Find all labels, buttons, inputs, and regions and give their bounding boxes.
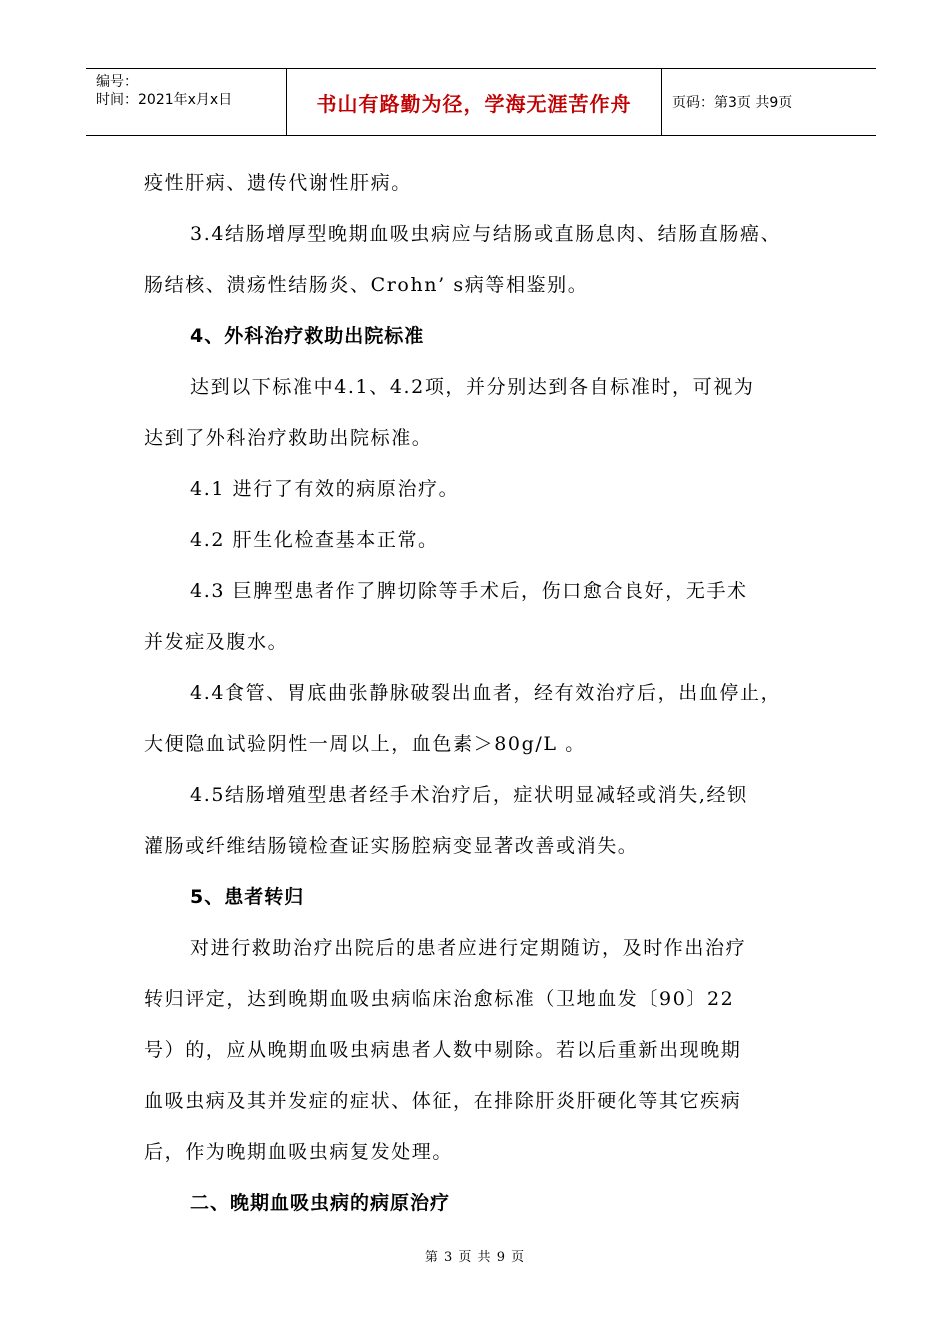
paragraph-line: 达到了外科治疗救助出院标准。 bbox=[144, 427, 433, 449]
paragraph-line: 4.3 巨脾型患者作了脾切除等手术后，伤口愈合良好，无手术 bbox=[190, 580, 748, 602]
number-label: 编号： bbox=[96, 74, 138, 90]
paragraph-line: 疫性肝病、遗传代谢性肝病。 bbox=[144, 172, 412, 194]
paragraph-line: 号）的，应从晚期血吸虫病患者人数中剔除。若以后重新出现晚期 bbox=[144, 1039, 742, 1061]
motto-text: 书山有路勤为径，学海无涯苦作舟 bbox=[316, 91, 632, 116]
paragraph-line: 后，作为晚期血吸虫病复发处理。 bbox=[144, 1141, 454, 1163]
paragraph-line: 肠结核、溃疡性结肠炎、Crohn’ s病等相鉴别。 bbox=[144, 274, 589, 296]
header-page-cell bbox=[662, 69, 876, 135]
paragraph-line: 对进行救助治疗出院后的患者应进行定期随访，及时作出治疗 bbox=[190, 937, 747, 959]
paragraph-line: 4.2 肝生化检查基本正常。 bbox=[190, 529, 439, 551]
page-footer: 第 3 页 共 9 页 bbox=[424, 1250, 526, 1265]
header-meta-cell bbox=[86, 69, 287, 135]
document-body bbox=[144, 158, 816, 1229]
header-motto-cell bbox=[287, 69, 662, 135]
page-header bbox=[86, 68, 876, 136]
paragraph-line: 4.5结肠增殖型患者经手术治疗后，症状明显减轻或消失,经钡 bbox=[190, 784, 748, 806]
paragraph-line: 大便隐血试验阴性一周以上，血色素＞80g/L 。 bbox=[144, 733, 586, 755]
chapter-heading: 二、晚期血吸虫病的病原治疗 bbox=[190, 1192, 451, 1214]
paragraph-line: 转归评定，达到晚期血吸虫病临床治愈标准（卫地血发〔90〕22 bbox=[144, 988, 735, 1010]
paragraph-line: 血吸虫病及其并发症的症状、体征，在排除肝炎肝硬化等其它疾病 bbox=[144, 1090, 742, 1112]
paragraph-line: 达到以下标准中4.1、4.2项，并分别达到各自标准时，可视为 bbox=[190, 376, 755, 398]
paragraph-line: 4.1 进行了有效的病原治疗。 bbox=[190, 478, 460, 500]
paragraph-line: 并发症及腹水。 bbox=[144, 631, 289, 653]
paragraph-line: 3.4结肠增厚型晚期血吸虫病应与结肠或直肠息肉、结肠直肠癌、 bbox=[190, 223, 782, 245]
time-label: 时间：2021年x月x日 bbox=[96, 92, 233, 108]
paragraph-line: 灌肠或纤维结肠镜检查证实肠腔病变显著改善或消失。 bbox=[144, 835, 639, 857]
section-heading: 4、外科治疗救助出院标准 bbox=[190, 325, 425, 347]
paragraph-line: 4.4食管、胃底曲张静脉破裂出血者，经有效治疗后，出血停止， bbox=[190, 682, 782, 704]
page-info: 页码：第3页 共9页 bbox=[672, 95, 793, 111]
section-heading: 5、患者转归 bbox=[190, 886, 305, 908]
